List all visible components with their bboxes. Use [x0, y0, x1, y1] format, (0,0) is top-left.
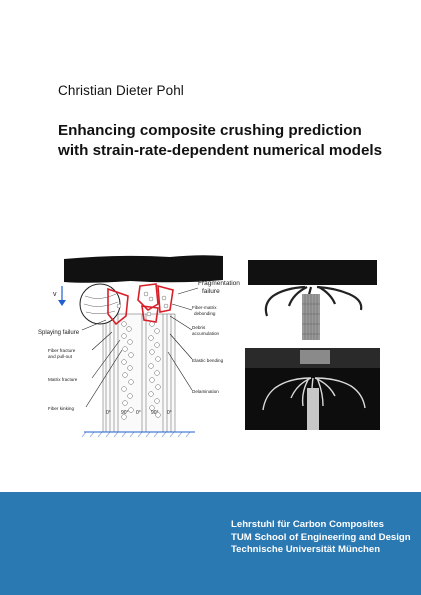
university-name: Technische Universität München [231, 544, 381, 555]
ply-angle-4: 90° [151, 410, 159, 416]
label-fiber-kinking: Fiber kinking [48, 406, 75, 411]
impactor-plate [64, 255, 223, 283]
label-debris: Debris [192, 325, 206, 330]
label-fiber-matrix: Fiber-matrix [192, 305, 217, 310]
ply-angle-5: 0° [167, 410, 172, 416]
label-and-pull-out: and pull-out [48, 354, 73, 359]
ply-angle-2: 90° [121, 410, 129, 416]
velocity-label: v [53, 291, 57, 298]
label-debonding: debonding [194, 311, 216, 316]
label-accumulation: accumulation [192, 331, 220, 336]
label-matrix-fracture: Matrix fracture [48, 377, 78, 382]
chair-name: Lehrstuhl für Carbon Composites [231, 519, 384, 530]
author-name: Christian Dieter Pohl [58, 83, 184, 98]
velocity-arrowhead [58, 300, 66, 306]
label-delamination: Delamination [192, 389, 219, 394]
label-elastic-bending: Elastic bending [192, 358, 224, 363]
school-name: TUM School of Engineering and Design [231, 531, 411, 543]
book-title [58, 121, 398, 161]
simulation-impactor [248, 260, 377, 285]
institution-text [231, 519, 411, 557]
splaying-zone [80, 284, 120, 324]
ply-angle-3: 0° [136, 410, 141, 416]
simulation-image [245, 260, 380, 340]
title-line-2: with strain-rate-dependent numerical models [58, 142, 383, 159]
ply-angle-1: 0° [106, 410, 111, 416]
ground-hatching [82, 432, 190, 437]
institution-footer [0, 492, 421, 595]
label-splaying-failure: Splaying failure [38, 330, 80, 336]
label-failure: failure [202, 288, 220, 295]
label-fiber-fracture: Fiber fracture [48, 348, 76, 353]
title-line-1: Enhancing composite crushing prediction [58, 122, 362, 139]
label-fragmentation: Fragmentation [198, 280, 240, 287]
experiment-photo [245, 348, 380, 430]
crushing-schematic-figure [30, 254, 240, 444]
